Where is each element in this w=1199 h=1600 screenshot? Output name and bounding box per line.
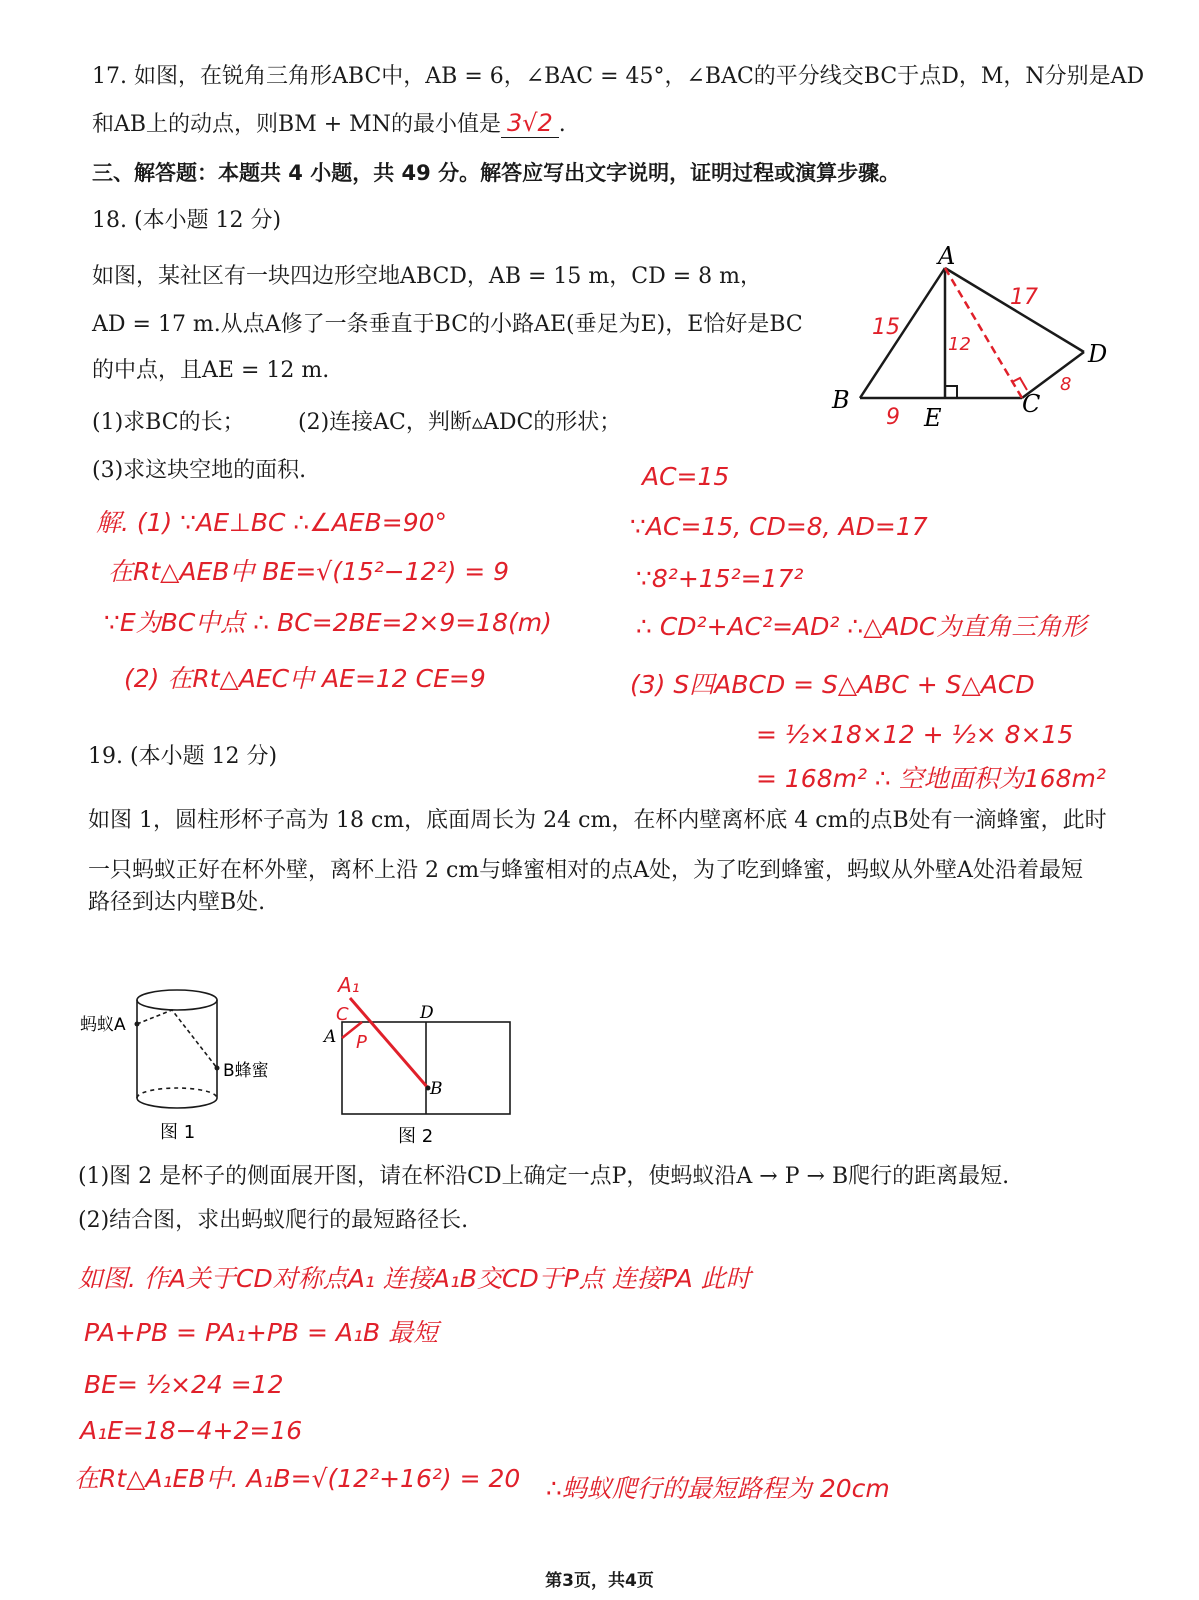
q18-sol-right-5: (3) S四ABCD = S△ABC + S△ACD — [630, 670, 1035, 699]
q18-sol-right-2: ∵AC=15, CD=8, AD=17 — [630, 512, 928, 541]
q19-figure2-unrolled — [320, 960, 540, 1150]
q18-part3: (3)求这块空地的面积. — [92, 458, 307, 483]
q18-line-1: 如图，某社区有一块四边形空地ABCD，AB = 15 m，CD = 8 m， — [92, 264, 763, 289]
label-honey: B蜂蜜 — [223, 1061, 269, 1081]
fig2-caption: 图 2 — [398, 1126, 434, 1147]
label-b2: B — [430, 1079, 443, 1099]
label-d: D — [1088, 340, 1108, 368]
q17-line2-suffix: . — [558, 112, 566, 137]
q18-part1: (1)求BC的长； — [92, 410, 245, 435]
hw-ae: 12 — [948, 334, 971, 355]
q18-line-2: AD = 17 m.从点A修了一条垂直于BC的小路AE(垂足为E)，E恰好是BC — [92, 312, 803, 337]
q19-line-2: 一只蚂蚁正好在杯外壁，离杯上沿 2 cm与蜂蜜相对的点A处，为了吃到蜂蜜，蚂蚁从外壁A处沿着最短 — [88, 858, 1083, 883]
q18-title: 18. (本小题 12 分) — [92, 208, 282, 233]
hw-ab: 15 — [872, 315, 900, 340]
point-a — [135, 1022, 140, 1027]
right-angle-mark-e — [945, 386, 957, 398]
point-b — [215, 1066, 220, 1071]
label-c2: C — [336, 1004, 349, 1025]
cylinder-bottom-back — [137, 1088, 217, 1098]
q19-part2: (2)结合图，求出蚂蚁爬行的最短路径长. — [78, 1208, 469, 1233]
label-p: P — [356, 1032, 367, 1053]
q18-sol-right-1: AC=15 — [642, 462, 730, 491]
q18-sol-left-4: (2) 在Rt△AEC中 AE=12 CE=9 — [124, 664, 486, 693]
q18-part2: (2)连接AC，判断▵ADC的形状； — [298, 410, 622, 435]
label-a: A — [938, 242, 956, 270]
cylinder-bottom-front — [137, 1098, 217, 1108]
q19-sol-1: 如图. 作A关于CD对称点A₁ 连接A₁B交CD于P点 连接PA 此时 — [78, 1264, 751, 1293]
q19-line-1: 如图 1，圆柱形杯子高为 18 cm，底面周长为 24 cm，在杯内壁离杯底 4 cm的点B处有一滴蜂蜜，此时 — [88, 808, 1107, 833]
label-ant: 蚂蚁A — [80, 1015, 126, 1035]
q18-sol-left-1: 解. (1) ∵AE⊥BC ∴∠AEB=90° — [96, 508, 448, 537]
q18-sol-right-7: = 168m² ∴ 空地面积为168m² — [756, 764, 1106, 793]
q18-sol-left-3: ∵E为BC中点 ∴ BC=2BE=2×9=18(m) — [104, 608, 552, 637]
q18-line-3: 的中点，且AE = 12 m. — [92, 358, 330, 383]
label-a2: A — [324, 1027, 337, 1047]
cylinder-top-rim — [137, 990, 217, 1010]
hw-ad: 17 — [1010, 285, 1038, 310]
fig1-caption: 图 1 — [160, 1122, 196, 1143]
label-c: C — [1022, 390, 1041, 418]
q19-sol-4: A₁E=18−4+2=16 — [80, 1416, 303, 1445]
label-b: B — [832, 386, 850, 414]
q19-figure1-cylinder — [80, 980, 300, 1150]
q17-line1: 17. 如图，在锐角三角形ABC中，AB = 6，∠BAC = 45°，∠BAC的平分线交BC于点D，M，N分别是AD — [92, 64, 1145, 89]
label-e: E — [924, 404, 942, 432]
q18-sol-right-3: ∵8²+15²=17² — [636, 564, 804, 593]
section3-heading: 三、解答题：本题共 4 小题，共 49 分。解答应写出文字说明，证明过程或演算步骤。 — [92, 161, 901, 185]
q18-figure — [820, 236, 1120, 436]
q18-sol-left-2: 在Rt△AEB中 BE=√(15²−12²) = 9 — [108, 557, 510, 586]
q17-line2 — [92, 108, 566, 140]
q18-sol-right-6: = ½×18×12 + ½× 8×15 — [756, 720, 1074, 749]
q19-line-3: 路径到达内壁B处. — [88, 890, 266, 915]
q17-line2-prefix: 和AB上的动点，则BM + MN的最小值是 — [92, 112, 501, 137]
hw-cd: 8 — [1060, 374, 1072, 395]
label-d2: D — [420, 1003, 434, 1023]
q18-sol-right-4: ∴ CD²+AC²=AD² ∴△ADC为直角三角形 — [636, 612, 1087, 641]
hw-be: 9 — [886, 405, 900, 430]
q19-sol-2: PA+PB = PA₁+PB = A₁B 最短 — [84, 1318, 439, 1347]
ant-path-dashed — [137, 1010, 217, 1068]
q19-sol-3: BE= ½×24 =12 — [84, 1370, 284, 1399]
page-footer: 第3页，共4页 — [545, 1571, 654, 1591]
q17-answer: 3√2 — [501, 109, 559, 138]
q19-sol-5: 在Rt△A₁EB中. A₁B=√(12²+16²) = 20 — [74, 1464, 521, 1493]
q19-title: 19. (本小题 12 分) — [88, 744, 278, 769]
q19-part1: (1)图 2 是杯子的侧面展开图，请在杯沿CD上确定一点P，使蚂蚁沿A → P → B爬行的距离最短. — [78, 1164, 1010, 1189]
q19-conclusion: ∴蚂蚁爬行的最短路程为 20cm — [546, 1474, 890, 1503]
label-a1: A₁ — [338, 973, 360, 997]
